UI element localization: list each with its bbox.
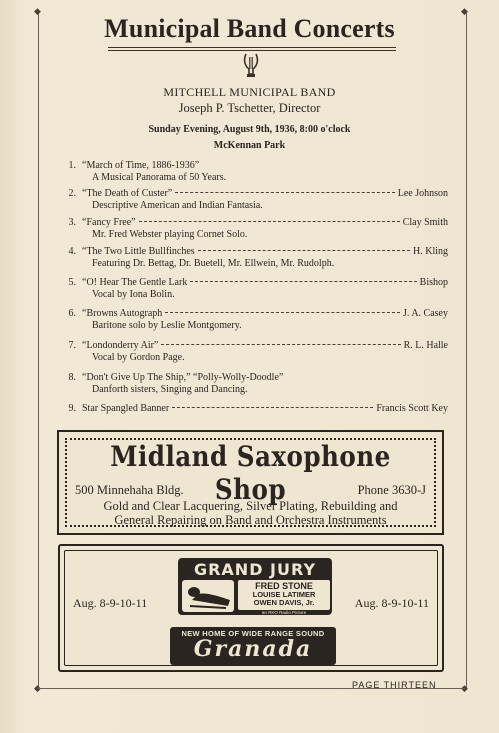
page-number: PAGE THIRTEEN — [352, 680, 437, 690]
item-number: 1. — [68, 160, 76, 171]
show-dates-left: Aug. 8-9-10-11 — [73, 596, 148, 610]
film-studio: an RKO Radio Picture — [261, 610, 307, 615]
program-item — [62, 246, 448, 278]
item-title: “March of Time, 1886-1936” — [82, 160, 200, 171]
cast-name: FRED STONE — [255, 581, 313, 591]
item-description: Descriptive American and Indian Fantasia. — [92, 200, 263, 211]
program-item — [62, 188, 448, 220]
item-number: 2. — [68, 188, 76, 199]
ad-shop-name: Midland Saxophone Shop — [110, 440, 391, 506]
item-title: “Don't Give Up The Ship,” “Polly-Wolly-Doodle” — [82, 372, 284, 383]
item-title: “Browns Autograph — [82, 308, 163, 319]
corner-ornament: ◆ — [461, 683, 468, 693]
event-date: Sunday Evening, August 9th, 1936, 8:00 o'clock — [148, 124, 351, 135]
saxophone-shop-ad — [57, 430, 444, 535]
item-description: Featuring Dr. Bettag, Dr. Buetell, Mr. Ellwein, Mr. Rudolph. — [92, 258, 335, 269]
cast-name: OWEN DAVIS, Jr. — [253, 598, 315, 607]
dot-leader — [190, 281, 416, 282]
film-title: GRAND JURY — [193, 560, 317, 579]
corner-ornament: ◆ — [34, 6, 41, 16]
item-composer: J. A. Casey — [403, 308, 448, 319]
dot-leader — [165, 312, 400, 313]
item-composer: Francis Scott Key — [376, 403, 448, 414]
item-composer: Clay Smith — [402, 217, 448, 228]
ad-phone: Phone 3630-J — [357, 483, 426, 497]
ad-services-line1: Gold and Clear Lacquering, Silver Plating, Rebuilding and — [103, 499, 398, 513]
title-rule — [108, 47, 396, 51]
item-composer: H. Kling — [413, 246, 448, 257]
corner-ornament: ◆ — [461, 6, 468, 16]
item-title: “Londonderry Air” — [82, 340, 159, 351]
band-name: MITCHELL MUNICIPAL BAND — [163, 85, 336, 99]
item-composer: Bishop — [419, 277, 448, 288]
item-description: Vocal by Iona Bolin. — [92, 289, 175, 300]
program-item — [62, 340, 448, 372]
show-dates-right: Aug. 8-9-10-11 — [354, 596, 429, 610]
item-number: 3. — [68, 217, 76, 228]
program-item — [62, 308, 448, 340]
item-number: 9. — [68, 403, 76, 414]
dot-leader — [198, 250, 410, 251]
item-composer: R. L. Halle — [403, 340, 448, 351]
cast-name: LOUISE LATIMER — [252, 589, 316, 599]
item-title: “The Two Little Bullfinches — [82, 246, 195, 257]
item-title: “The Death of Custer” — [82, 188, 173, 199]
page-title: Municipal Band Concerts — [104, 14, 395, 43]
movie-ad — [58, 544, 444, 672]
theater-name: Granada — [193, 636, 313, 662]
item-composer: Lee Johnson — [397, 188, 448, 199]
film-cast — [238, 580, 330, 610]
program-item — [62, 217, 448, 249]
corner-ornament: ◆ — [34, 683, 41, 693]
ad-address: 500 Minnehaha Bldg. — [75, 483, 184, 497]
dot-leader — [161, 344, 400, 345]
dot-leader — [172, 407, 373, 408]
item-title: “O! Hear The Gentle Lark — [82, 277, 188, 288]
event-location: McKennan Park — [213, 140, 286, 151]
item-number: 7. — [68, 340, 76, 351]
item-number: 6. — [68, 308, 76, 319]
dot-leader — [175, 192, 394, 193]
lyre-icon — [243, 52, 259, 80]
program-item — [62, 277, 448, 309]
reclining-figure-icon — [182, 580, 234, 612]
item-number: 5. — [68, 277, 76, 288]
dot-leader — [139, 221, 400, 222]
ad-services-line2: General Repairing on Band and Orchestra Instruments — [114, 513, 387, 527]
item-description: Baritone solo by Leslie Montgomery. — [92, 320, 242, 331]
item-description: A Musical Panorama of 50 Years. — [92, 172, 227, 183]
item-title: “Fancy Free” — [82, 217, 136, 228]
theater-tagline: NEW HOME OF WIDE RANGE SOUND — [181, 629, 325, 638]
theater-logo — [170, 627, 336, 665]
item-number: 4. — [68, 246, 76, 257]
item-title: Star Spangled Banner — [82, 403, 170, 414]
item-description: Vocal by Gordon Page. — [92, 352, 185, 363]
item-description: Mr. Fred Webster playing Cornet Solo. — [92, 229, 248, 240]
item-description: Danforth sisters, Singing and Dancing. — [92, 384, 248, 395]
director: Joseph P. Tschetter, Director — [178, 101, 321, 115]
program-item — [62, 372, 448, 404]
item-number: 8. — [68, 372, 76, 383]
film-poster — [178, 558, 332, 615]
